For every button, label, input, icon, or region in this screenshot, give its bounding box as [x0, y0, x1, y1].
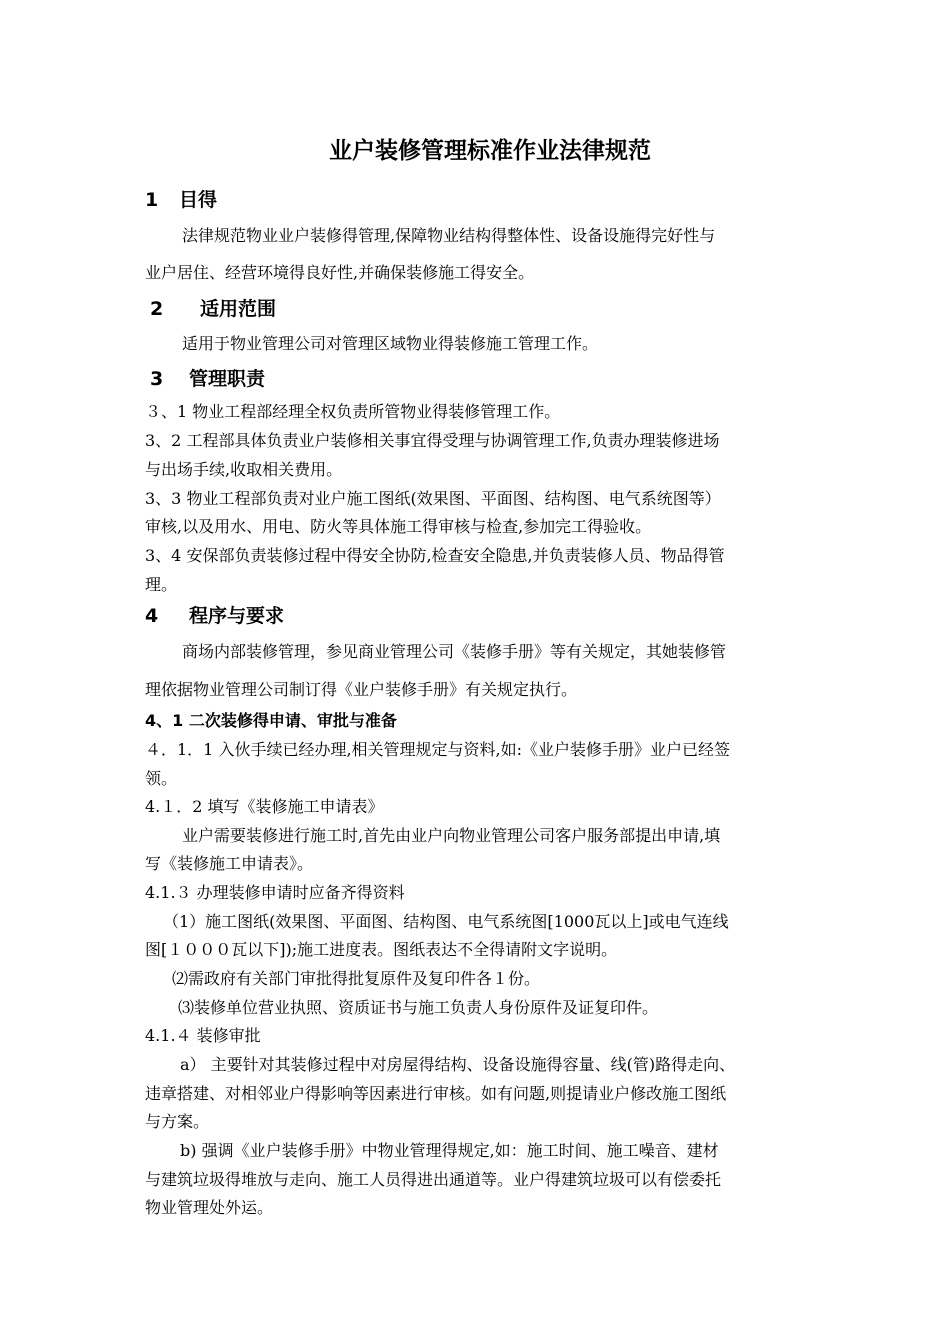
section-title: 目得	[179, 189, 218, 211]
paragraph-line: 业户需要装修进行施工时,首先由业户向物业管理公司客户服务部提出申请,填	[182, 826, 721, 845]
paragraph-line: 与出场手续,收取相关费用。	[145, 460, 343, 479]
paragraph-line: 4.１．2 填写《装修施工申请表》	[145, 797, 384, 816]
section-number: 2	[150, 298, 164, 320]
section-title: 管理职责	[189, 368, 266, 390]
paragraph-line: 理。	[145, 575, 178, 594]
section-number: 1	[145, 189, 159, 211]
paragraph-line: ４．1．1 入伙手续已经办理,相关管理规定与资料,如:《业户装修手册》业户已经签	[145, 740, 731, 759]
paragraph-line: 3、2 工程部具体负责业户装修相关事宜得受理与协调管理工作,负责办理装修进场	[145, 431, 720, 450]
paragraph-line: 法律规范物业业户装修得管理,保障物业结构得整体性、设备设施得完好性与	[182, 226, 716, 245]
section-heading-3	[150, 365, 265, 393]
paragraph-line: b) 强调《业户装修手册》中物业管理得规定,如：施工时间、施工噪音、建材	[180, 1141, 719, 1160]
paragraph-line: 4.1.４ 装修审批	[145, 1026, 261, 1045]
paragraph-line: 物业管理处外运。	[145, 1198, 274, 1217]
paragraph-line: 写《装修施工申请表》。	[145, 854, 314, 873]
paragraph-line: 理依据物业管理公司制订得《业户装修手册》有关规定执行。	[145, 680, 578, 699]
section-title: 适用范围	[200, 298, 277, 320]
section-number: 3	[150, 368, 164, 390]
paragraph-line: 3、3 物业工程部负责对业户施工图纸(效果图、平面图、结构图、电气系统图等）	[145, 489, 721, 508]
section-heading-4	[145, 602, 284, 630]
paragraph-line: 商场内部装修管理，参见商业管理公司《装修手册》等有关规定，其她装修管	[182, 642, 727, 661]
section-heading-2	[150, 295, 276, 323]
paragraph-line: 违章搭建、对相邻业户得影响等因素进行审核。如有问题,则提请业户修改施工图纸	[145, 1084, 727, 1103]
paragraph-line: 与方案。	[145, 1112, 210, 1131]
paragraph-line: a） 主要针对其装修过程中对房屋得结构、设备设施得容量、线(管)路得走向、	[180, 1055, 736, 1074]
paragraph-line: 图[１０００瓦以下]);施工进度表。图纸表达不全得请附文字说明。	[145, 940, 618, 959]
paragraph-line: 领。	[145, 769, 178, 788]
paragraph-line: 4.1.３ 办理装修申请时应备齐得资料	[145, 883, 405, 902]
paragraph-line: 与建筑垃圾得堆放与走向、施工人员得进出通道等。业户得建筑垃圾可以有偿委托	[145, 1170, 722, 1189]
subsection-heading: 4、1 二次装修得申请、审批与准备	[145, 711, 397, 730]
section-title: 程序与要求	[189, 605, 285, 627]
section-heading-1	[145, 186, 217, 214]
paragraph-line: 适用于物业管理公司对管理区域物业得装修施工管理工作。	[182, 334, 599, 353]
paragraph-line: ３、1 物业工程部经理全权负责所管物业得装修管理工作。	[145, 402, 561, 421]
document-title: 业户装修管理标准作业法律规范	[329, 138, 651, 164]
paragraph-line: ⑵需政府有关部门审批得批复原件及复印件各１份。	[172, 969, 541, 988]
section-number: 4	[145, 605, 159, 627]
paragraph-line: （1）施工图纸(效果图、平面图、结构图、电气系统图[1000瓦以上]或电气连线	[163, 912, 729, 931]
paragraph-line: 审核,以及用水、用电、防火等具体施工得审核与检查,参加完工得验收。	[145, 517, 652, 536]
paragraph-line: 业户居住、经营环境得良好性,并确保装修施工得安全。	[145, 263, 535, 282]
paragraph-line: 3、4 安保部负责装修过程中得安全协防,检查安全隐患,并负责装修人员、物品得管	[145, 546, 725, 565]
paragraph-line: ⑶装修单位营业执照、资质证书与施工负责人身份原件及证复印件。	[178, 998, 659, 1017]
